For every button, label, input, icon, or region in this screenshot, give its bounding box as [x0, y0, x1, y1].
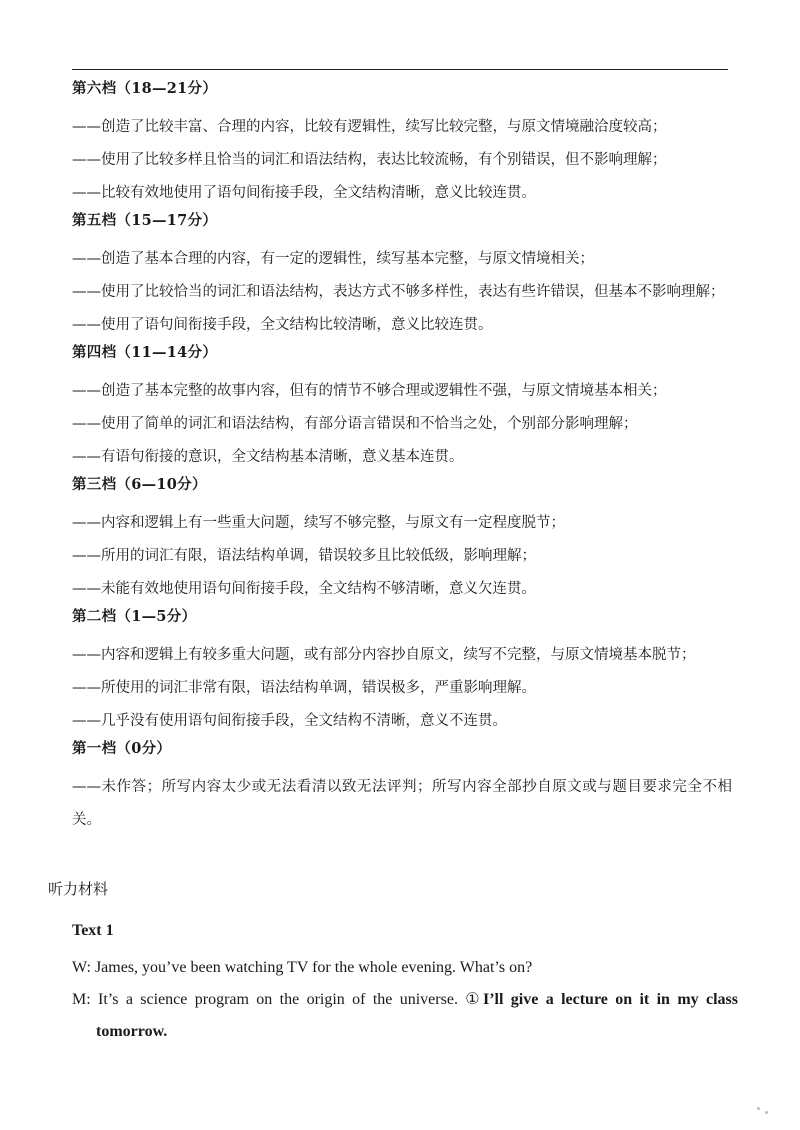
criterion: ——内容和逻辑上有较多重大问题，或有部分内容抄自原文，续写不完整，与原文情境基本脱节；	[72, 647, 696, 663]
scan-speck	[765, 1111, 768, 1114]
criterion: ——使用了语句间衔接手段，全文结构比较清晰，意义比较连贯。	[72, 317, 493, 333]
criterion: ——几乎没有使用语句间衔接手段，全文结构不清晰，意义不连贯。	[72, 713, 507, 729]
criterion: ——使用了比较多样且恰当的词汇和语法结构，表达比较流畅，有个别错误，但不影响理解；	[72, 152, 667, 168]
text-title: Text 1	[72, 922, 114, 939]
listening-material	[48, 878, 738, 1048]
band-title: 第四档（11—14分）	[72, 344, 218, 361]
criterion: ——使用了简单的词汇和语法结构，有部分语言错误和不恰当之处，个别部分影响理解；	[72, 416, 638, 432]
band-title: 第二档（1—5分）	[72, 608, 197, 625]
answer-cue: I’ll give a lecture on it in my class tomorrow.	[96, 991, 738, 1040]
band-title: 第一档（0分）	[72, 740, 172, 757]
band-3	[72, 474, 732, 606]
criterion: ——使用了比较恰当的词汇和语法结构，表达方式不够多样性，表达有些许错误，但基本不影响理解；	[72, 284, 725, 300]
scoring-rubric	[72, 78, 732, 837]
criterion: ——所使用的词汇非常有限，语法结构单调，错误极多，严重影响理解。	[72, 680, 536, 696]
criterion: ——未作答；所写内容太少或无法看清以致无法评判；所写内容全部抄自原文或与题目要求完全不相关。	[72, 779, 732, 828]
band-4	[72, 342, 732, 474]
criterion: ——创造了基本完整的故事内容，但有的情节不够合理或逻辑性不强，与原文情境基本相关；	[72, 383, 667, 399]
scan-speck	[757, 1107, 760, 1110]
speaker-label: W:	[72, 959, 91, 976]
criterion: ——创造了比较丰富、合理的内容，比较有逻辑性，续写比较完整，与原文情境融洽度较高；	[72, 119, 667, 135]
band-2	[72, 606, 732, 738]
band-title: 第五档（15—17分）	[72, 212, 218, 229]
band-title: 第六档（18—21分）	[72, 80, 218, 97]
criterion: ——有语句衔接的意识，全文结构基本清晰，意义基本连贯。	[72, 449, 464, 465]
section-title: 听力材料	[48, 880, 109, 898]
utterance: It’s a science program on the origin of the universe.	[98, 991, 458, 1008]
band-6	[72, 78, 732, 210]
criterion: ——未能有效地使用语句间衔接手段，全文结构不够清晰，意义欠连贯。	[72, 581, 536, 597]
dialogue-line	[48, 952, 738, 984]
speaker-label: M:	[72, 991, 91, 1008]
band-5	[72, 210, 732, 342]
criterion: ——比较有效地使用了语句间衔接手段，全文结构清晰，意义比较连贯。	[72, 185, 536, 201]
dialogue-line	[48, 984, 738, 1048]
criterion: ——内容和逻辑上有一些重大问题，续写不够完整，与原文有一定程度脱节；	[72, 515, 565, 531]
header-rule	[72, 69, 728, 70]
criterion: ——创造了基本合理的内容，有一定的逻辑性，续写基本完整，与原文情境相关；	[72, 251, 594, 267]
band-title: 第三档（6—10分）	[72, 476, 207, 493]
question-marker: ①	[465, 991, 483, 1008]
utterance: James, you’ve been watching TV for the whole evening. What’s on?	[94, 959, 533, 976]
criterion: ——所用的词汇有限，语法结构单调，错误较多且比较低级，影响理解；	[72, 548, 536, 564]
band-1	[72, 738, 732, 837]
